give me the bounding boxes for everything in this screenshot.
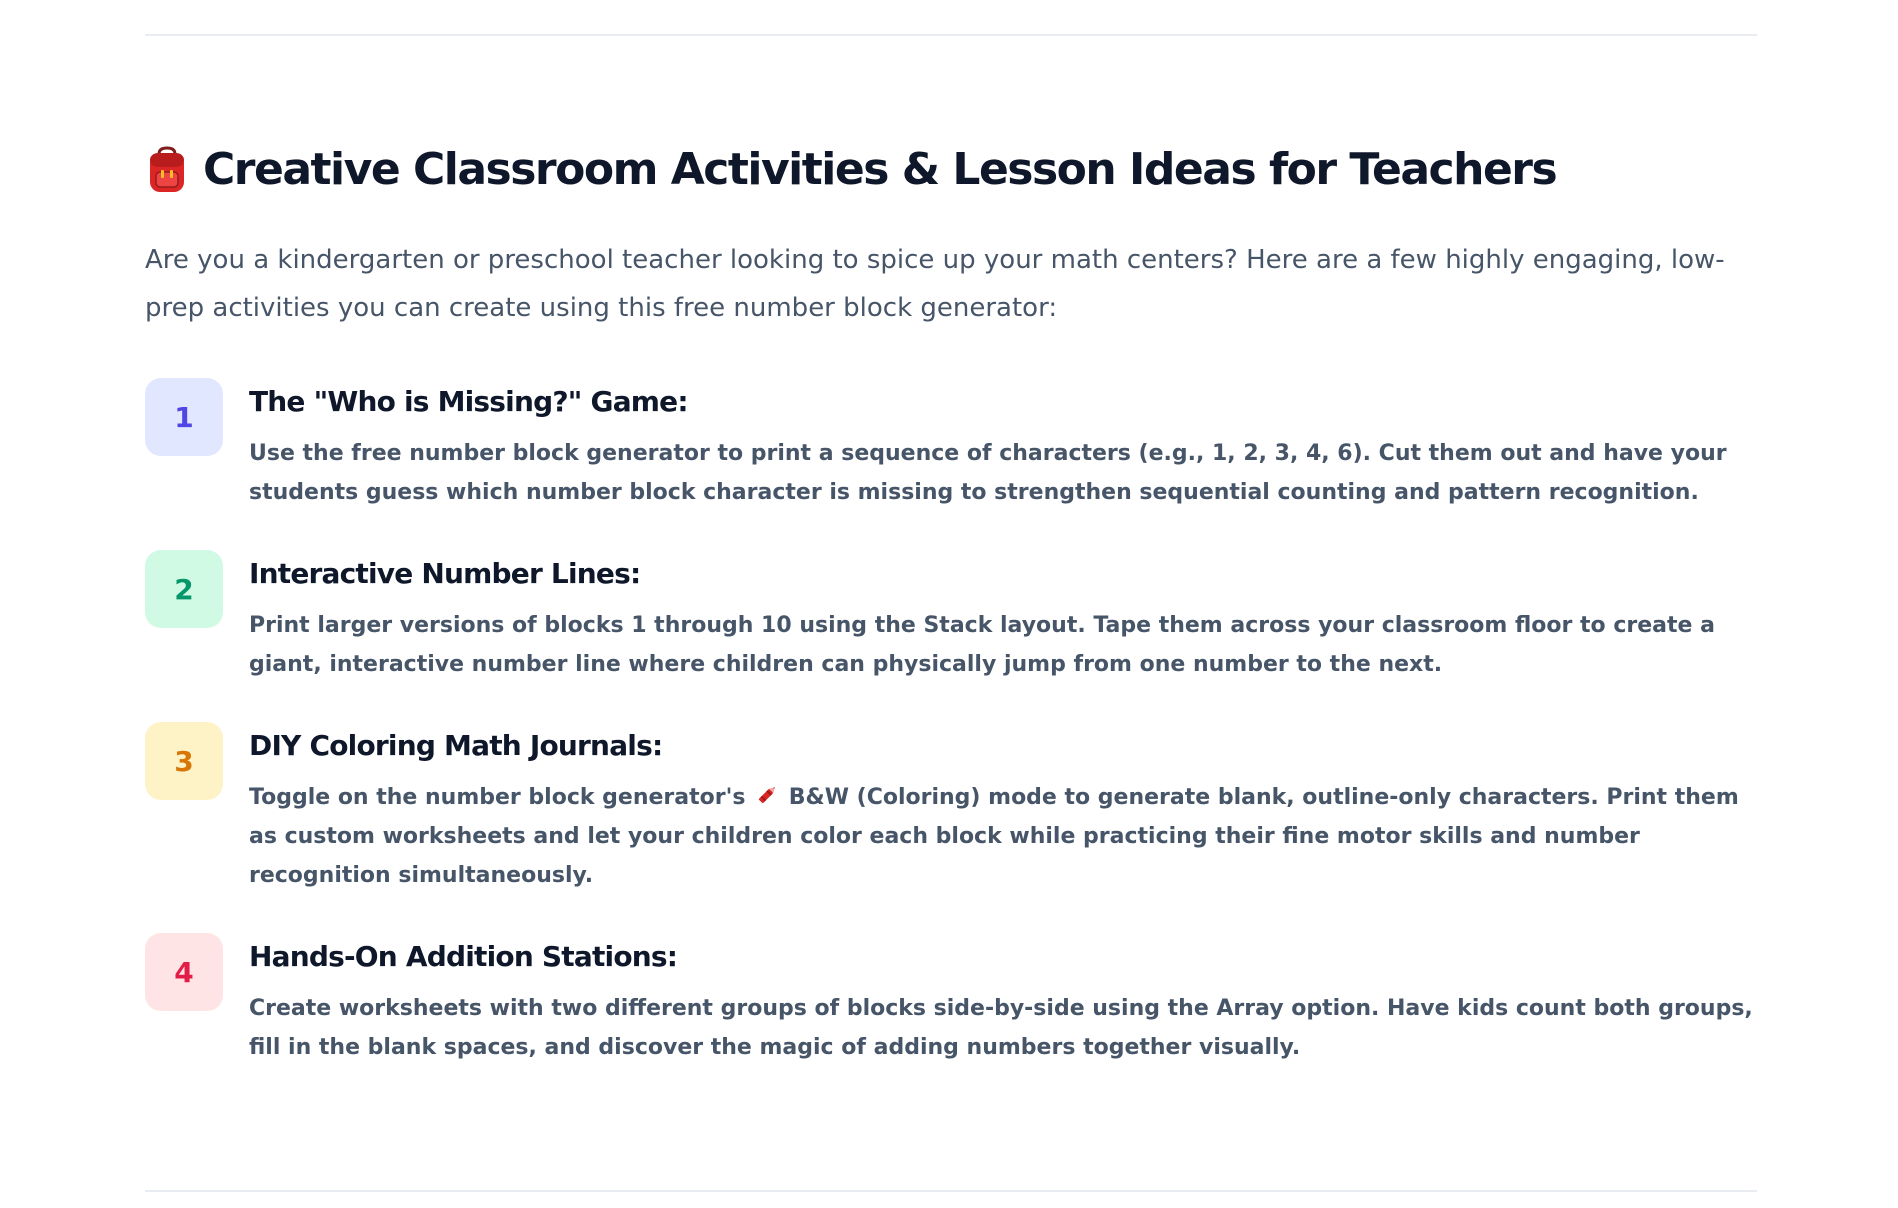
activity-text-after: B&W (Coloring) mode to generate blank, outline-only characters. Print them as custom worksheets and let your children color each block while practicing their fine motor skills and number recognition simultaneously.: [249, 785, 1739, 888]
number-badge: 1: [145, 378, 223, 456]
activity-title: Hands-On Addition Stations:: [249, 940, 678, 973]
top-divider: [145, 34, 1757, 36]
section-heading: [145, 146, 1757, 194]
activity-title: Interactive Number Lines:: [249, 557, 641, 590]
activity-list: [145, 378, 1757, 1067]
activity-description: [249, 778, 1757, 895]
section-title: Creative Classroom Activities & Lesson Ideas for Teachers: [203, 144, 1557, 195]
section-intro: Are you a kindergarten or preschool teacher looking to spice up your math centers? Here are a few highly engaging, low-prep activities you can create using this free number block generator:: [145, 245, 1725, 323]
crayon-icon: [755, 781, 779, 805]
activity-item: [145, 378, 1757, 512]
activity-text-before: Toggle on the number block generator's: [249, 785, 746, 810]
number-badge: 2: [145, 550, 223, 628]
number-badge: 3: [145, 722, 223, 800]
activity-title: DIY Coloring Math Journals:: [249, 729, 663, 762]
activity-title: The "Who is Missing?" Game:: [249, 385, 688, 418]
bottom-divider: [145, 1190, 1757, 1192]
activity-item: [145, 550, 1757, 684]
number-badge: 4: [145, 933, 223, 1011]
backpack-icon: [145, 146, 189, 194]
content-area: [145, 0, 1757, 1105]
activity-item: [145, 933, 1757, 1067]
activity-description: Print larger versions of blocks 1 through 10 using the Stack layout. Tape them across your classroom floor to create a giant, interactive number line where children can physically jump from one number to the next.: [249, 613, 1715, 677]
activity-description: Create worksheets with two different groups of blocks side-by-side using the Array option. Have kids count both groups, fill in the blank spaces, and discover the magic of adding numbers together visually.: [249, 996, 1753, 1060]
activity-item: [145, 722, 1757, 895]
activity-description: Use the free number block generator to print a sequence of characters (e.g., 1, 2, 3, 4, 6). Cut them out and have your students guess which number block character is missing to strengthen sequential counting and pattern recognition.: [249, 441, 1727, 505]
